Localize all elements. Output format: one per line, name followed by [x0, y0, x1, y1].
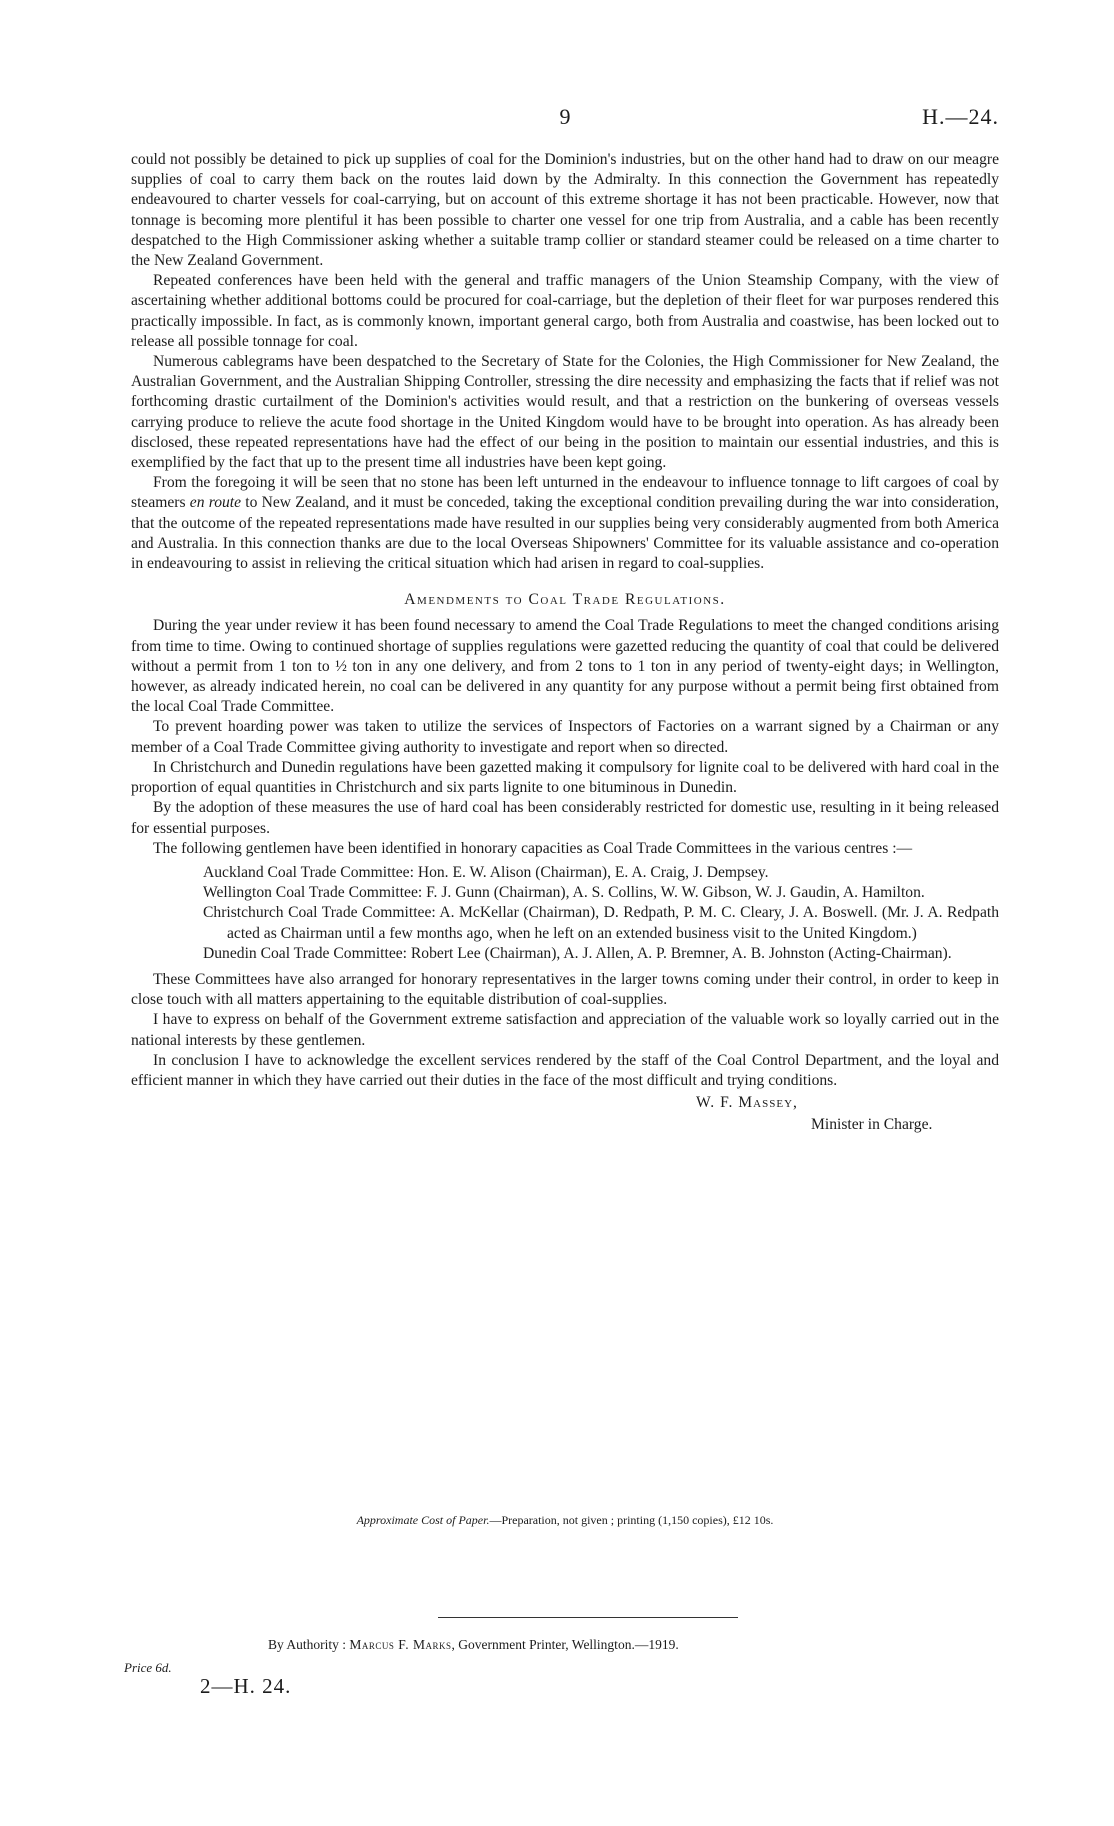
signatory-title: Minister in Charge.: [811, 1116, 933, 1134]
paragraph-regulations: During the year under review it has been found necessary to amend the Coal Trade Regulations to meet the changed conditions arising from time to time. Owing to continued shortage of supplies regulations were gazetted reducing the quantity of coal that could be delivered without a permit from 1 ton to ½ ton in any one delivery, and from 2 tons to 1 ton in any period of twenty-eight days; in Wellington, however, as already indicated herein, no coal can be delivered in any quantity for any purpose without a permit being first obtained from the local Coal Trade Committee.: [131, 617, 999, 716]
paragraph-committees-intro: The following gentlemen have been identified in honorary capacities as Coal Trade Committees in the various centres :—: [153, 839, 913, 857]
printer-suffix: , Government Printer, Wellington.—1919.: [451, 1637, 679, 1652]
signature-block: [131, 1093, 999, 1141]
cost-note: [131, 1513, 999, 1528]
committee-list: [131, 863, 999, 964]
paragraph-appreciation: I have to express on behalf of the Government extreme satisfaction and appreciation of the valuable work so loyally carried out in the national interests by these gentlemen.: [131, 1011, 999, 1049]
body-text: [131, 150, 999, 1141]
list-item-auckland-committee: Auckland Coal Trade Committee: Hon. E. W. Alison (Chairman), E. A. Craig, J. Dempsey.: [203, 863, 769, 881]
paragraph-shipping-continuation: could not possibly be detained to pick up supplies of coal for the Dominion's industries, but on the other hand had to draw on our meagre supplies of coal to carry them back on the routes laid down by the Admiralty. In this connection the Government has repeatedly endeavoured to charter vessels for coal-carrying, but on account of this extreme shortage it has not been practicable. However, now that tonnage is becoming more plentiful it has been possible to charter one vessel for one trip from Australia, and a cable has been recently despatched to the High Commissioner asking whether a suitable tramp collier or standard steamer could be released on a time charter to the New Zealand Government.: [131, 151, 999, 270]
paragraph-hard-coal: By the adoption of these measures the use of hard coal has been considerably restricted for domestic use, resulting in it being released for essential purposes.: [131, 799, 999, 837]
printer-prefix: By Authority :: [268, 1637, 350, 1652]
paragraph-union-steamship: Repeated conferences have been held with the general and traffic managers of the Union Steamship Company, with the view of ascertaining whether additional bottoms could be procured for coal-carriage, but the depletion of their fleet for war purposes rendered this practically impossible. In fact, as is commonly known, important general cargo, both from Australia and coastwise, has been locked out to release all possible tonnage for coal.: [131, 272, 999, 350]
footer-divider: [438, 1617, 738, 1618]
printer-name: Marcus F. Marks: [349, 1637, 452, 1652]
cost-note-text: —Preparation, not given ; printing (1,150 copies), £12 10s.: [489, 1513, 774, 1527]
sheet-code: 2—H. 24.: [200, 1674, 292, 1698]
paragraph-honorary-representatives: These Committees have also arranged for honorary representatives in the larger towns coming under their control, in order to keep in close touch with all matters appertaining to the equitable distribution of coal-supplies.: [131, 970, 999, 1009]
price-label: Price 6d.: [124, 1660, 172, 1675]
list-item-christchurch-committee: Christchurch Coal Trade Committee: A. McKellar (Chairman), D. Redpath, P. M. C. Cleary, J. A. Boswell. (Mr. J. A. Redpath acted as Chairman until a few months ago, when he left on an extended business visit to the United Kingdom.): [203, 904, 999, 942]
paragraph-foregoing: [131, 473, 999, 574]
cost-note-label: Approximate Cost of Paper.: [356, 1513, 490, 1527]
en-route-italic: en route: [189, 494, 242, 512]
paragraph-cablegrams: Numerous cablegrams have been despatched to the Secretary of State for the Colonies, the High Commissioner for New Zealand, the Australian Government, and the Australian Shipping Controller, stressing the dire necessity and emphasizing the facts that if relief was not forthcoming drastic curtailment of the Dominion's activities would result, and that a restriction on the bunkering of overseas vessels carrying produce to relieve the acute food shortage in the United Kingdom would have to be brought into operation. As has already been disclosed, these repeated representations have had the effect of our being in the position to maintain our essential industries, and this is exemplified by the fact that up to the present time all industries have been kept going.: [131, 353, 999, 472]
paragraph-lignite: In Christchurch and Dunedin regulations have been gazetted making it compulsory for lignite coal to be delivered with hard coal in the proportion of equal quantities in Christchurch and six parts lignite to one bituminous in Dunedin.: [131, 758, 999, 797]
paragraph-conclusion: In conclusion I have to acknowledge the excellent services rendered by the staff of the Coal Control Department, and the loyal and efficient manner in which they have carried out their duties in the face of the most difficult and trying conditions.: [131, 1051, 999, 1089]
printer-imprint: [268, 1637, 679, 1653]
list-item-dunedin-committee: Dunedin Coal Trade Committee: Robert Lee (Chairman), A. J. Allen, A. P. Bremner, A. B. Johnston (Acting-Chairman).: [203, 944, 952, 962]
paragraph-foregoing-part2: to New Zealand, and it must be conceded, taking the exceptional condition prevailing during the war into consideration, that the outcome of the repeated representations made have resulted in our supplies being very considerably augmented from both America and Australia. In this connection thanks are due to the local Overseas Shipowners' Committee for its valuable assistance and co-operation in endeavouring to assist in relieving the critical situation which had arisen in regard to coal-supplies.: [131, 494, 999, 573]
document-code: H.—24.: [922, 104, 999, 129]
paragraph-hoarding: To prevent hoarding power was taken to utilize the services of Inspectors of Factories on a warrant signed by a Chairman or any member of a Coal Trade Committee giving authority to investigate and report when so directed.: [131, 718, 999, 756]
paragraph-foregoing-part1: From the foregoing it will be seen that no stone has been left unturned in the endeavour to influence tonnage to lift cargoes of coal by steamers: [131, 474, 999, 512]
page-header: [131, 104, 999, 134]
signatory-name: W. F. Massey,: [696, 1094, 798, 1112]
list-item-wellington-committee: Wellington Coal Trade Committee: F. J. Gunn (Chairman), A. S. Collins, W. W. Gibson, W. J. Gaudin, A. Hamilton.: [203, 884, 925, 902]
section-title-amendments: Amendments to Coal Trade Regulations.: [404, 591, 726, 609]
page-number: 9: [559, 104, 571, 129]
